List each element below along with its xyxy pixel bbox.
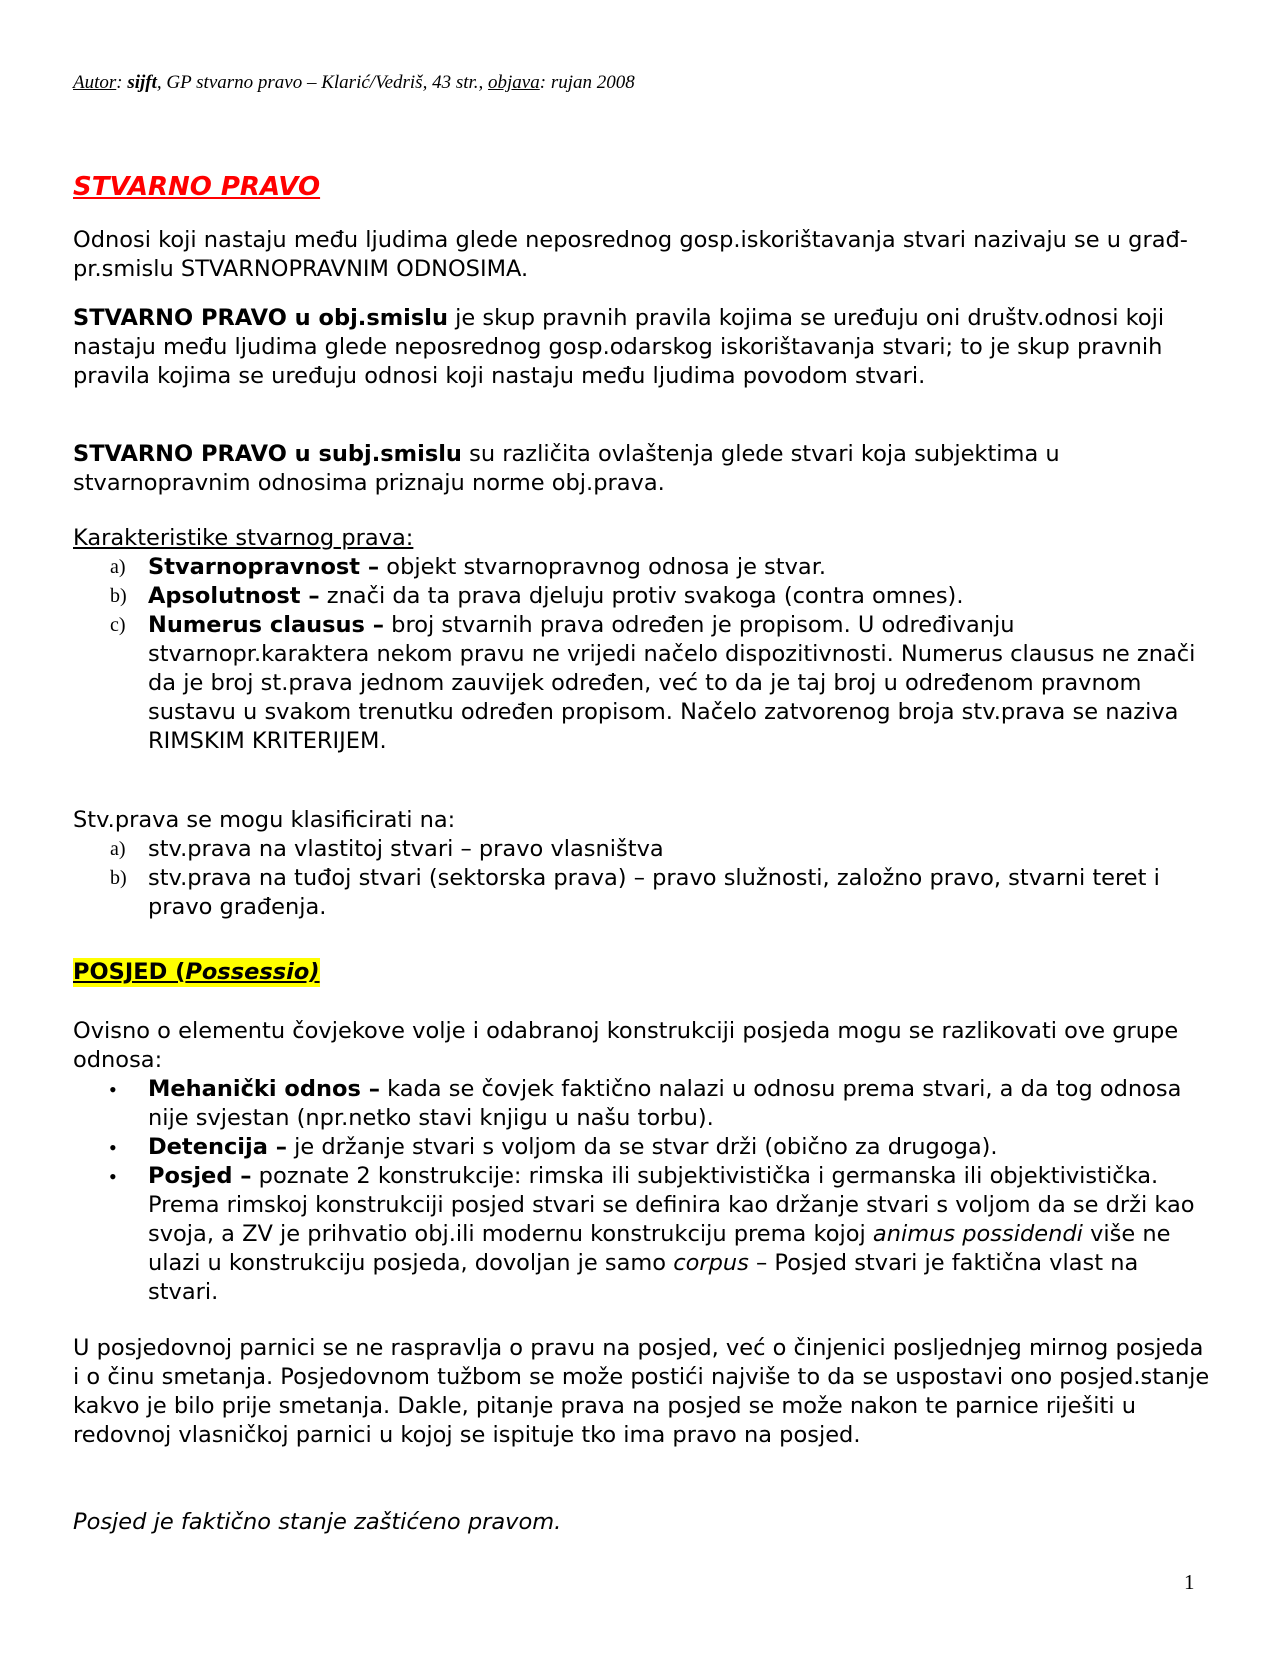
author-name: sijft: [127, 72, 157, 93]
objava-label: objava: [488, 72, 540, 93]
document-title: STVARNO PRAVO: [73, 172, 321, 202]
klasifikacija-list: [73, 835, 1213, 922]
list-item: • Detencija – je držanje stvari s voljom da se stvar drži (obično za drugoga).: [109, 1134, 998, 1160]
closing-statement: Posjed je faktično stanje zaštićeno pravom.: [73, 1509, 562, 1535]
list-item: a) Stvarnopravnost – objekt stvarnopravnog odnosa je stvar.: [110, 554, 827, 580]
list-item: b) stv.prava na tuđoj stvari (sektorska prava) – pravo služnosti, založno pravo, stvarni teret i pravo građenja.: [110, 865, 1160, 920]
list-item: • Mehanički odnos – kada se čovjek faktično nalazi u odnosu prema stvari, a da tog odnosa nije svjestan (npr.netko stavi knjigu u našu torbu).: [109, 1076, 1182, 1131]
publish-date: : rujan 2008: [539, 72, 635, 93]
obj-definition-paragraph: STVARNO PRAVO u obj.smislu je skup pravnih pravila kojima se uređuju oni društv.odnosi koji nastaju među ljudima glede neposrednog gosp.odarskog iskorištavanja stvari; to je skup pravnih pravila kojima se uređuju odnosi koji nastaju među ljudima povodom stvari.: [73, 305, 1165, 389]
klasifikacija-heading: Stv.prava se mogu klasificirati na:: [73, 807, 456, 833]
obj-term: STVARNO PRAVO u obj.smislu: [73, 305, 448, 331]
karakteristike-list: [73, 553, 1213, 756]
karakteristike-heading: Karakteristike stvarnog prava:: [73, 525, 414, 551]
parnica-paragraph: U posjedovnoj parnici se ne raspravlja o pravu na posjed, već o činjenici posljednjeg mirnog posjeda i o činu smetanja. Posjedovnom tužbom se može postići najviše to da se uspostavi ono posjed.stanje kakvo je bilo prije smetanja. Dakle, pitanje prava na posjed se može nakon te parnice riješiti u redovnoj vlasničkoj parnici u kojoj se ispituje tko ima pravo na posjed.: [73, 1335, 1210, 1448]
subj-definition-paragraph: STVARNO PRAVO u subj.smislu su različita ovlaštenja glede stvari koja subjektima u stvarnopravnim odnosima priznaju norme obj.prava.: [73, 441, 1060, 496]
posjed-intro: Ovisno o elementu čovjekove volje i odabranoj konstrukciji posjeda mogu se razlikovati ove grupe odnosa:: [73, 1018, 1179, 1073]
list-item: b) Apsolutnost – znači da ta prava djeluju protiv svakoga (contra omnes).: [110, 583, 964, 609]
posjed-list: [73, 1075, 1213, 1307]
page-number: 1: [1184, 1570, 1195, 1594]
karakteristike-section: [73, 524, 1213, 756]
klasifikacija-section: [73, 806, 1213, 922]
list-item: • Posjed – poznate 2 konstrukcije: rimska ili subjektivistička i germanska ili objektivistička. Prema rimskoj konstrukciji posjed stvari se definira kao držanje stvari s voljom da se drži kao svoja, a ZV je prihvatio obj.ili modernu konstrukciju prema kojoj animus possidendi više ne ulazi u konstrukciju posjeda, dovoljan je samo corpus – Posjed stvari je faktična vlast na stvari.: [109, 1163, 1195, 1305]
intro-paragraph: Odnosi koji nastaju među ljudima glede neposrednog gosp.iskorištavanja stvari nazivaju se u građ-pr.smislu STVARNOPRAVNIM ODNOSIMA.: [73, 227, 1188, 282]
subj-term: STVARNO PRAVO u subj.smislu: [73, 441, 462, 467]
page-header: Autor: sijft, GP stvarno pravo – Klarić/Vedriš, 43 str., objava: rujan 2008: [73, 72, 635, 93]
list-item: a) stv.prava na vlastitoj stvari – pravo vlasništva: [110, 836, 664, 862]
list-item: c) Numerus clausus – broj stvarnih prava određen je propisom. U određivanju stvarnopr.karaktera nekom pravu ne vrijedi načelo dispozitivnosti. Numerus clausus ne znači da je broj st.prava jednom zauvijek određen, već to da je taj broj u određenom pravnom sustavu u svakom trenutku određen propisom. Načelo zatvorenog broja stv.prava se naziva RIMSKIM KRITERIJEM.: [110, 612, 1196, 754]
posjed-heading: POSJED (Possessio): [73, 959, 320, 985]
posjed-section: [73, 1017, 1213, 1307]
autor-label: Autor: [73, 72, 117, 93]
